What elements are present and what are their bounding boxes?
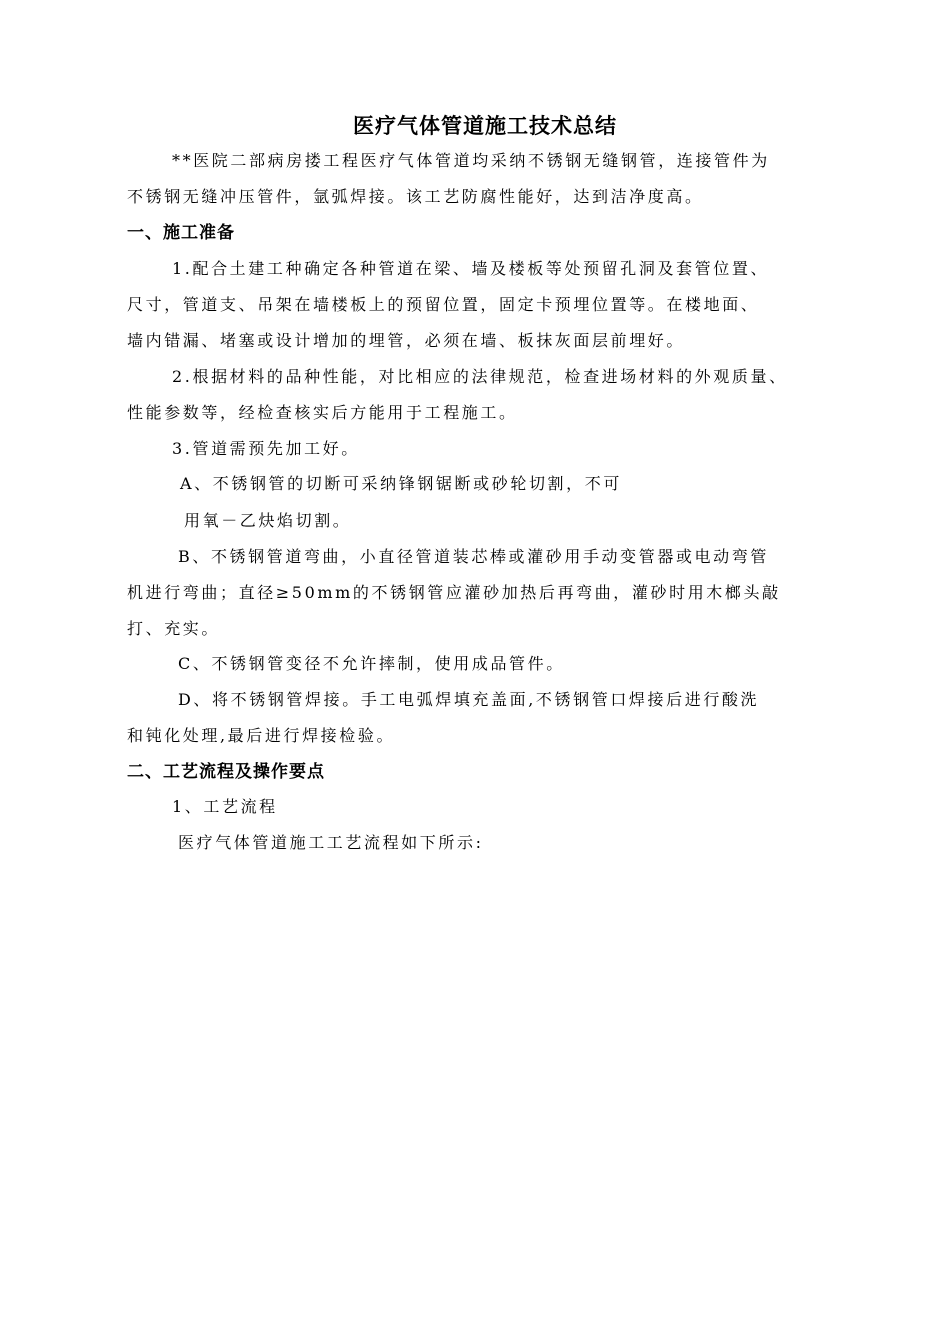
item-3-line: 3.管道需预先加工好。	[172, 439, 360, 458]
sub-d-line-2: 和钝化处理,最后进行焊接检验。	[127, 726, 396, 745]
item-1-line-2: 尺寸，管道支、吊架在墙楼板上的预留位置，固定卡预埋位置等。在楼地面、	[127, 295, 760, 314]
sub-c-line: C、不锈钢管变径不允许摔制，使用成品管件。	[178, 654, 565, 673]
section-2-item-1-text: 医疗气体管道施工工艺流程如下所示:	[178, 833, 484, 852]
intro-line-1: **医院二部病房搂工程医疗气体管道均采纳不锈钢无缝钢管，连接管件为	[172, 151, 770, 170]
section-2-item-1: 1、工艺流程	[172, 797, 278, 816]
document-title: 医疗气体管道施工技术总结	[353, 114, 617, 138]
section-1-heading: 一、施工准备	[127, 223, 235, 243]
intro-line-2: 不锈钢无缝冲压管件，氩弧焊接。该工艺防腐性能好，达到洁净度高。	[127, 187, 704, 206]
sub-a-line-2: 用氧－乙炔焰切割。	[184, 511, 352, 530]
sub-d-line-1: D、将不锈钢管焊接。手工电弧焊填充盖面,不锈钢管口焊接后进行酸洗	[178, 690, 760, 709]
sub-b-line-1: B、不锈钢管道弯曲，小直径管道装芯棒或灌砂用手动变管器或电动弯管	[178, 547, 769, 566]
item-2-line-1: 2.根据材料的品种性能，对比相应的法律规范，检查进场材料的外观质量、	[172, 367, 788, 386]
item-1-line-3: 墙内错漏、堵塞或设计增加的埋管，必须在墙、板抹灰面层前埋好。	[127, 331, 686, 350]
sub-a-line-1: A、不锈钢管的切断可采纳锋钢锯断或砂轮切割，不可	[180, 474, 622, 493]
item-1-line-1: 1.配合土建工种确定各种管道在梁、墙及楼板等处预留孔洞及套管位置、	[172, 259, 770, 278]
sub-b-line-2: 机进行弯曲；直径≥50mm的不锈钢管应灌砂加热后再弯曲，灌砂时用木榔头敲	[127, 583, 781, 602]
section-2-heading: 二、工艺流程及操作要点	[127, 762, 325, 782]
sub-b-line-3: 打、充实。	[127, 619, 221, 638]
item-2-line-2: 性能参数等，经检查核实后方能用于工程施工。	[127, 403, 518, 422]
